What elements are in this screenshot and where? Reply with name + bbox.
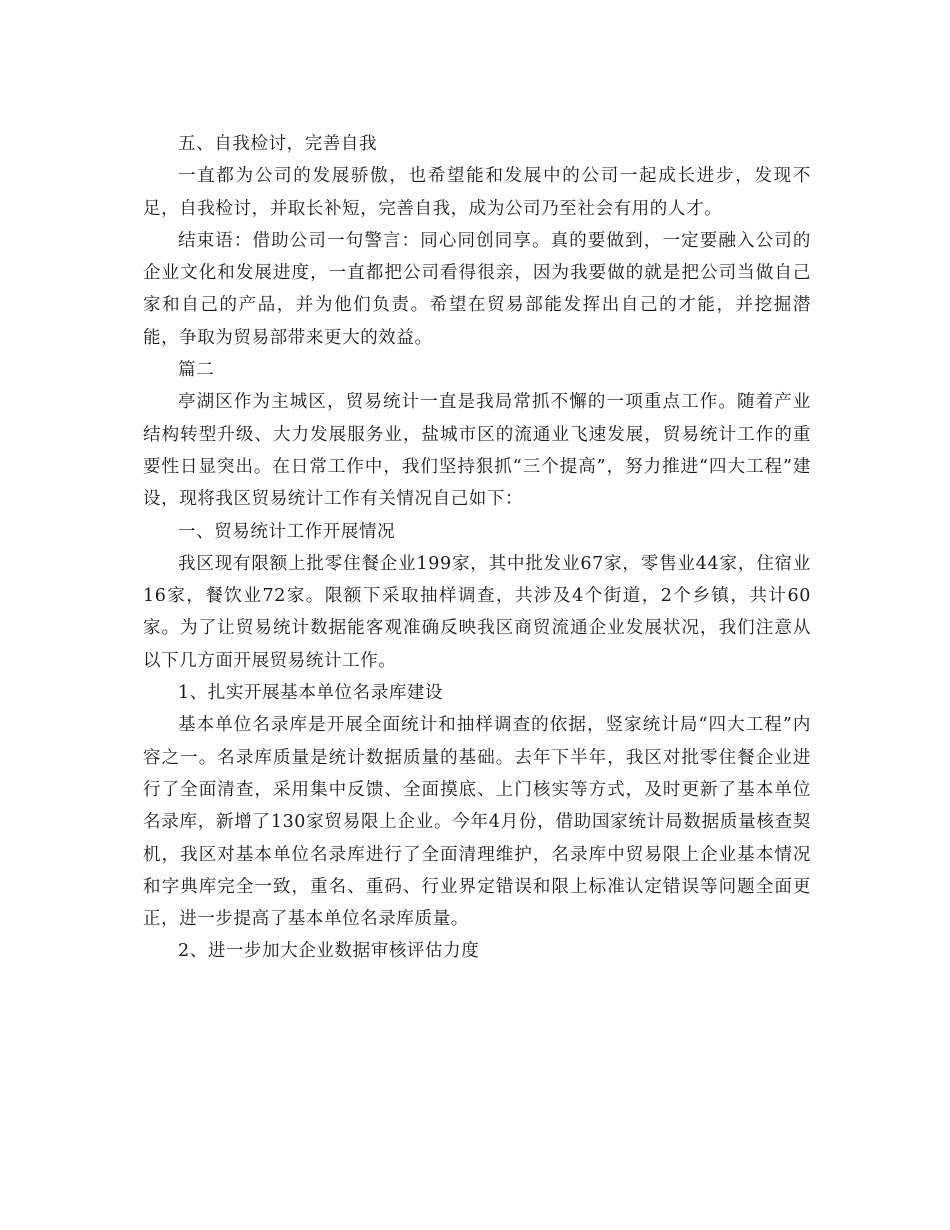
section-heading-one: 一、贸易统计工作开展情况: [178, 521, 396, 542]
subheading-1: 1、扎实开展基本单位名录库建设: [178, 683, 444, 704]
section-heading-5: 五、自我检讨，完善自我: [178, 134, 378, 154]
document-body: [143, 128, 811, 968]
paragraph-conclusion: 结束语：借助公司一句警言：同心同创同享。真的要做到，一定要融入公司的企业文化和发展进度，一直都把公司看得很亲，因为我要做的就是把公司当做自己家和自己的产品，并为他们负责。希望在贸易部能发挥出自己的才能，并挖掘潜能，争取为贸易部带来更大的效益。: [143, 230, 811, 348]
paragraph-directory: 基本单位名录库是开展全面统计和抽样调查的依据，竖家统计局“四大工程”内容之一。名录库质量是统计数据质量的基础。去年下半年，我区对批零住餐企业进行了全面清查，采用集中反馈、全面摸底、上门核实等方式，及时更新了基本单位名录库，新增了130家贸易限上企业。今年4月份，借助国家统计局数据质量核查契机，我区对基本单位名录库进行了全面清理维护，名录库中贸易限上企业基本情况和字典库完全一致，重名、重码、行业界定错误和限上标准认定错误等问题全面更正，进一步提高了基本单位名录库质量。: [143, 715, 811, 930]
paragraph-intro: 亭湖区作为主城区，贸易统计一直是我局常抓不懈的一项重点工作。随着产业结构转型升级、大力发展服务业，盐城市区的流通业飞速发展，贸易统计工作的重要性日显突出。在日常工作中，我们坚持狠抓“三个提高”，努力推进“四大工程”建设，现将我区贸易统计工作有关情况自己如下：: [143, 392, 811, 510]
subheading-2: 2、进一步加大企业数据审核评估力度: [178, 941, 480, 962]
part-two-heading: 篇二: [178, 360, 215, 381]
paragraph-enterprise-stats: 我区现有限额上批零住餐企业199家，其中批发业67家，零售业44家，住宿业16家，餐饮业72家。限额下采取抽样调查，共涉及4个街道，2个乡镇，共计60家。为了让贸易统计数据能客观准确反映我区商贸流通企业发展状况，我们注意从以下几方面开展贸易统计工作。: [143, 553, 811, 671]
paragraph-growth: 一直都为公司的发展骄傲，也希望能和发展中的公司一起成长进步，发现不足，自我检讨，并取长补短，完善自我，成为公司乃至社会有用的人才。: [143, 166, 811, 219]
